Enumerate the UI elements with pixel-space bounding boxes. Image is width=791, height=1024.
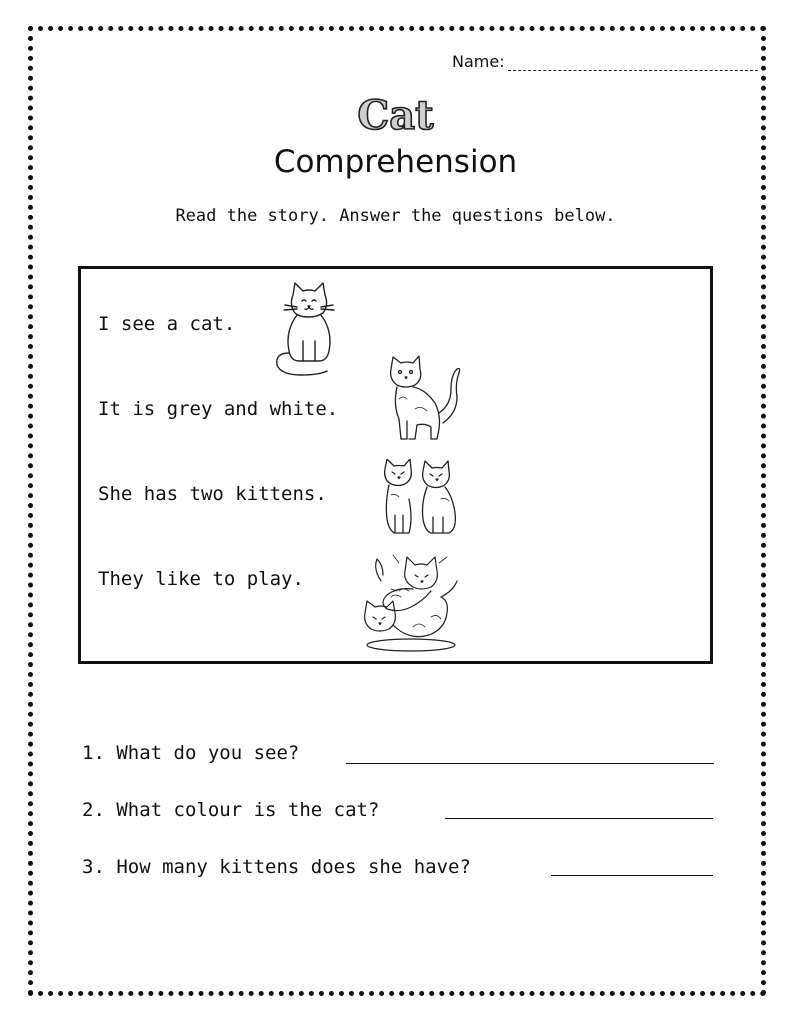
question-3: 3. How many kittens does she have? bbox=[82, 856, 471, 878]
story-line-3: She has two kittens. bbox=[98, 483, 327, 505]
story-line-4: They like to play. bbox=[98, 568, 304, 590]
answer-line-2[interactable] bbox=[445, 817, 713, 819]
answer-line-3[interactable] bbox=[551, 874, 713, 876]
question-1: 1. What do you see? bbox=[82, 742, 300, 764]
playing-kittens-illustration bbox=[353, 551, 463, 655]
worksheet-subtitle: Comprehension bbox=[273, 144, 518, 180]
story-line-1: I see a cat. bbox=[98, 313, 236, 335]
worksheet-title: Cat bbox=[357, 92, 434, 139]
name-field[interactable] bbox=[452, 52, 758, 71]
answer-line-1[interactable] bbox=[346, 762, 714, 764]
grey-white-cat-illustration bbox=[385, 353, 463, 445]
sitting-cat-illustration bbox=[271, 281, 343, 381]
story-line-2: It is grey and white. bbox=[98, 398, 339, 420]
instructions-text: Read the story. Answer the questions below. bbox=[175, 206, 616, 226]
story-box bbox=[78, 266, 713, 664]
two-kittens-illustration bbox=[379, 459, 463, 539]
name-line[interactable] bbox=[508, 57, 758, 71]
name-label: Name: bbox=[452, 52, 505, 71]
question-2: 2. What colour is the cat? bbox=[82, 799, 380, 821]
